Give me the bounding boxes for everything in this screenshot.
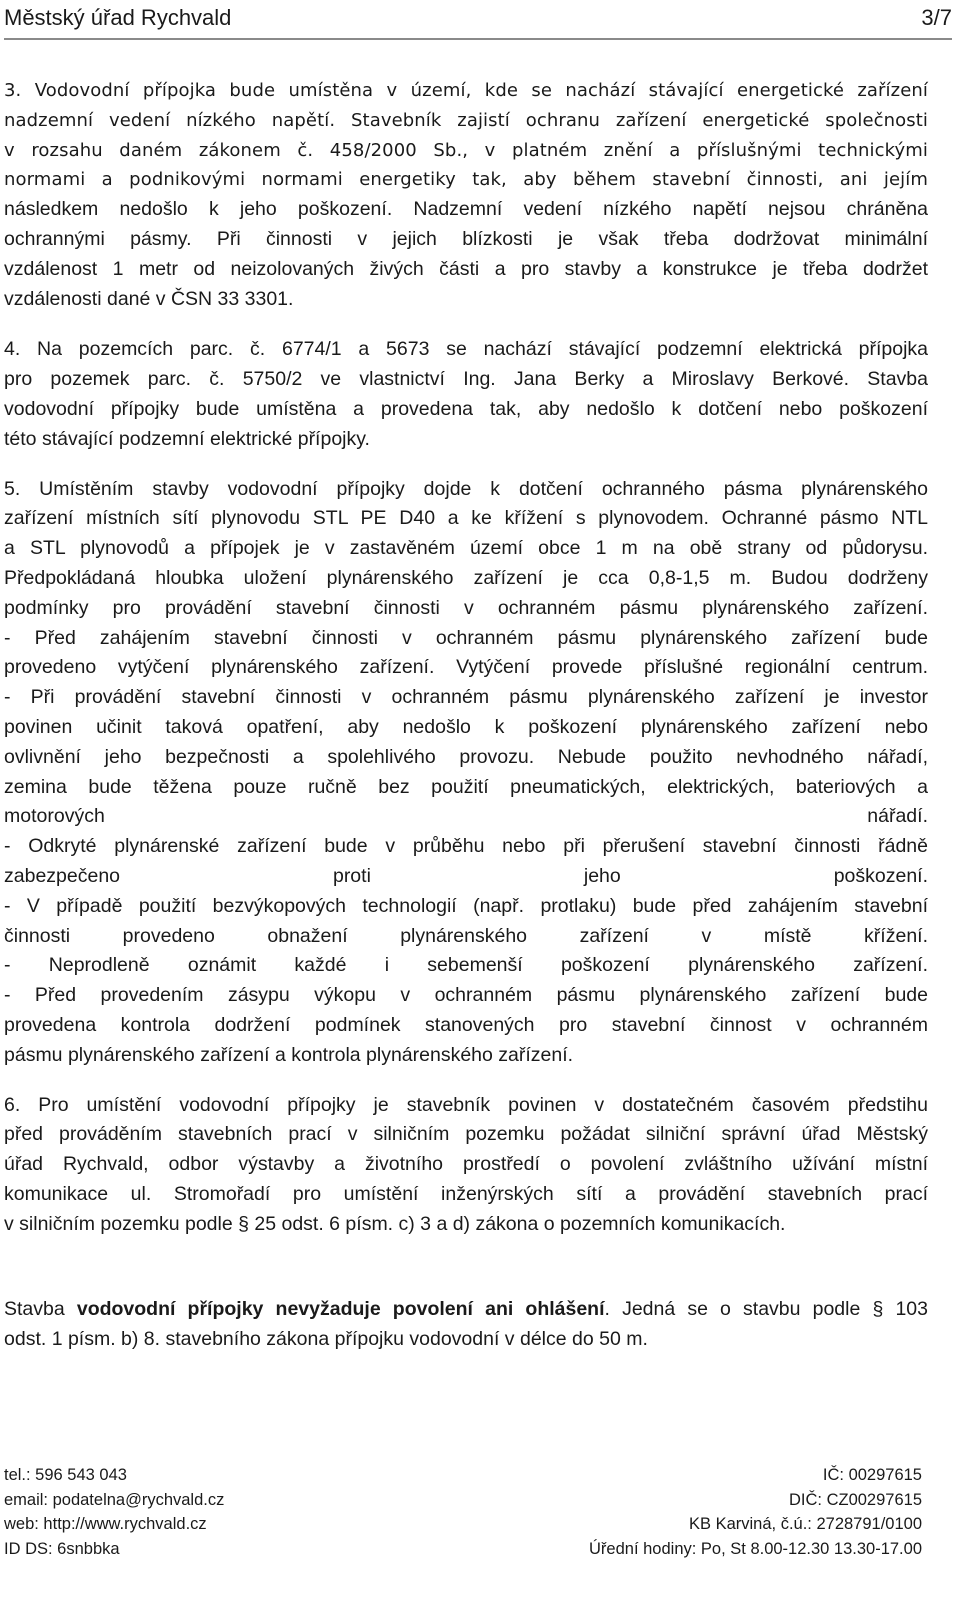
paragraph-line: činnosti provedeno obnažení plynárenského zařízení v místě křížení. <box>4 924 928 947</box>
paragraph-line: této stávající podzemní elektrické přípojky. <box>4 427 370 450</box>
footer-office-hours: Úřední hodiny: Po, St 8.00-12.30 13.30-17.00 <box>589 1539 922 1558</box>
paragraph-line: 5. Umístěním stavby vodovodní přípojky dojde k dotčení ochranného pásma plynárenského <box>4 477 928 500</box>
paragraph-6 <box>4 1091 928 1240</box>
paragraph-line: Předpokládaná hloubka uložení plynárenského zařízení je cca 0,8-1,5 m. Budou dodrženy <box>4 566 928 589</box>
paragraph-line <box>4 1295 928 1325</box>
paragraph-5 <box>4 475 928 1071</box>
paragraph-line: - Před provedením zásypu výkopu v ochranném pásmu plynárenského zařízení bude <box>4 984 928 1007</box>
document-body <box>4 76 928 1355</box>
paragraph-line: v rozsahu daném zákonem č. 458/2000 Sb., v platném znění a příslušnými technickými <box>4 139 928 161</box>
paragraph-line: 6. Pro umístění vodovodní přípojky je stavebník povinen v dostatečném časovém předstihu <box>4 1093 928 1116</box>
footer-dic: DIČ: CZ00297615 <box>789 1490 922 1509</box>
paragraph-line: - Při provádění stavební činnosti v ochranném pásmu plynárenského zařízení je investor <box>4 686 928 709</box>
paragraph-line: zemina bude těžena pouze ručně bez použití pneumatických, elektrických, bateriových a <box>4 775 928 798</box>
footer-data-box: ID DS: 6snbbka <box>4 1539 120 1558</box>
paragraph-line: zabezpečeno proti jeho poškození. <box>4 864 928 887</box>
paragraph-line: pásmu plynárenského zařízení a kontrola plynárenského zařízení. <box>4 1043 574 1066</box>
footer-row <box>4 1488 922 1513</box>
paragraph-line: a STL plynovodů a přípojek je v zastavěném území obce 1 m na obě strany od půdorysu. <box>4 537 928 560</box>
footer-email: email: podatelna@rychvald.cz <box>4 1490 225 1509</box>
paragraph-line: nadzemní vedení nízkého napětí. Stavebník zajistí ochranu zařízení energetické společnosti <box>4 109 928 131</box>
footer-web: web: http://www.rychvald.cz <box>4 1515 207 1533</box>
paragraph-7 <box>4 1295 928 1355</box>
paragraph-line: následkem nedošlo k jeho poškození. Nadzemní vedení nízkého napětí nejsou chráněna <box>4 198 928 221</box>
paragraph-line: provedeno vytýčení plynárenského zařízení. Vytýčení provede příslušné regionální centrum. <box>4 656 928 679</box>
paragraph-line: pro pozemek parc. č. 5750/2 ve vlastnictví Ing. Jana Berky a Miroslavy Berkové. Stavba <box>4 368 928 391</box>
paragraph-line: v silničním pozemku podle § 25 odst. 6 písm. c) 3 a d) zákona o pozemních komunikacích. <box>4 1212 786 1235</box>
paragraph-line: zařízení místních sítí plynovodu STL PE D40 a ke křížení s plynovodem. Ochranné pásmo NTL <box>4 507 928 530</box>
paragraph-line: normami a podnikovými normami energetiky tak, aby během stavební činnosti, ani jejím <box>4 169 928 191</box>
paragraph-line: vzdálenosti dané v ČSN 33 3301. <box>4 287 294 310</box>
paragraph-line: - Před zahájením stavební činnosti v ochranném pásmu plynárenského zařízení bude <box>4 626 928 649</box>
footer-row <box>4 1537 922 1562</box>
footer-ic: IČ: 00297615 <box>822 1466 922 1484</box>
page-number: 3/7 <box>921 5 952 30</box>
paragraph-line: provedena kontrola dodržení podmínek stanovených pro stavební činnost v ochranném <box>4 1013 928 1036</box>
footer-row <box>4 1463 922 1488</box>
footer-row <box>4 1512 922 1537</box>
bold-text: vodovodní přípojky nevyžaduje povolení ani ohlášení <box>76 1298 605 1321</box>
paragraph-line: úřad Rychvald, odbor výstavby a životního prostředí o povolení zvláštního užívání místní <box>4 1153 928 1176</box>
paragraph-line: ovlivnění jeho bezpečnosti a spolehlivého provozu. Nebude použito nevhodného nářadí, <box>4 745 928 768</box>
paragraph-line: - Neprodleně oznámit každé i sebemenší poškození plynárenského zařízení. <box>4 954 928 977</box>
paragraph-line: 3. Vodovodní přípojka bude umístěna v území, kde se nachází stávající energetické zařízení <box>4 80 928 101</box>
paragraph-line: - Odkryté plynárenské zařízení bude v průběhu nebo při přerušení stavební činnosti řádně <box>4 835 928 858</box>
paragraph-line: před prováděním stavebních prací v silničním pozemku požádat silniční správní úřad Městský <box>4 1123 928 1146</box>
paragraph-line: podmínky pro provádění stavební činnosti v ochranném pásmu plynárenského zařízení. <box>4 596 928 619</box>
paragraph-line: komunikace ul. Stromořadí pro umístění inženýrských sítí a provádění stavebních prací <box>4 1182 928 1205</box>
paragraph-line: vodovodní přípojky bude umístěna a provedena tak, aby nedošlo k dotčení nebo poškození <box>4 397 928 420</box>
footer-bank: KB Karviná, č.ú.: 2728791/0100 <box>689 1515 922 1533</box>
paragraph-line: 4. Na pozemcích parc. č. 6774/1 a 5673 se nachází stávající podzemní elektrická přípojka <box>4 338 928 361</box>
footer-phone: tel.: 596 543 043 <box>4 1466 127 1484</box>
header-divider <box>4 38 952 40</box>
paragraph-line: vzdálenost 1 metr od neizolovaných živých části a pro stavby a konstrukce je třeba dodržet <box>4 257 928 280</box>
paragraph-4 <box>4 335 928 454</box>
text-segment: Stavba <box>4 1298 77 1321</box>
paragraph-line: odst. 1 písm. b) 8. stavebního zákona přípojku vodovodní v délce do 50 m. <box>4 1328 648 1351</box>
paragraph-line: povinen učinit taková opatření, aby nedošlo k poškození plynárenského zařízení nebo <box>4 715 928 738</box>
page-footer <box>4 1463 922 1561</box>
text-segment: . Jedná se o stavbu podle § 103 <box>604 1298 928 1321</box>
paragraph-3 <box>4 76 928 314</box>
header-organization: Městský úřad Rychvald <box>4 5 232 30</box>
page-header <box>4 0 952 38</box>
paragraph-line: motorových nářadí. <box>4 805 928 828</box>
paragraph-line: - V případě použití bezvýkopových technologií (např. protlaku) bude před zahájením stavební <box>4 894 928 917</box>
paragraph-line: ochrannými pásmy. Při činnosti v jejich blízkosti je však třeba dodržovat minimální <box>4 227 928 250</box>
